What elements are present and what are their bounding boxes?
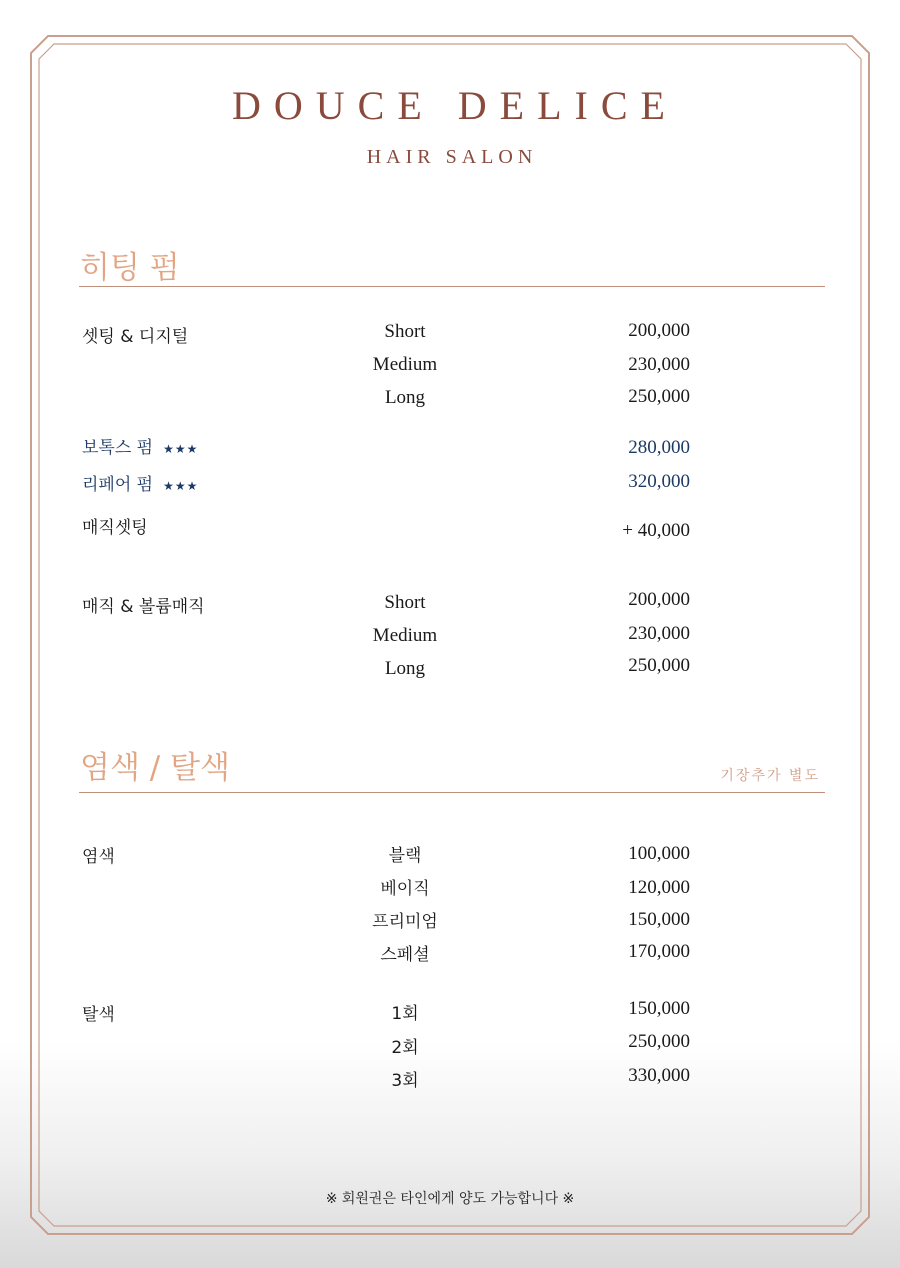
price-value: 250,000 — [628, 1031, 690, 1052]
option-label: Medium — [372, 354, 438, 375]
price-value: 250,000 — [628, 655, 690, 676]
price-value: + 40,000 — [622, 520, 690, 541]
service-label-repair — [82, 470, 198, 495]
length-surcharge-note: 기장추가 별도 — [720, 768, 820, 784]
option-label: Long — [384, 387, 426, 408]
price-value: 150,000 — [628, 909, 690, 930]
price-value: 170,000 — [628, 941, 690, 962]
service-label-dye: 염색 — [82, 847, 115, 867]
membership-note: ※ 회원권은 타인에게 양도 가능합니다 ※ — [325, 1191, 575, 1207]
price-value: 100,000 — [628, 843, 690, 864]
option-label: Short — [384, 592, 426, 613]
section-divider — [79, 286, 825, 287]
service-label-bleach: 탈색 — [82, 1005, 115, 1025]
section-divider — [79, 792, 825, 793]
section-title-perm: 히팅 펌 — [80, 250, 180, 286]
service-name: 보톡스 펌 — [82, 438, 154, 458]
option-label: Medium — [372, 625, 438, 646]
option-label: 베이직 — [380, 879, 430, 899]
service-label-setting: 셋팅 & 디지털 — [82, 327, 189, 347]
star-rating: ★★★ — [163, 479, 199, 493]
price-value: 200,000 — [628, 320, 690, 341]
option-label: 블랙 — [388, 846, 422, 866]
price-value: 230,000 — [628, 354, 690, 375]
section-title-color: 염색 / 탈색 — [80, 750, 230, 786]
price-value: 320,000 — [628, 471, 690, 492]
price-value: 230,000 — [628, 623, 690, 644]
option-label: 1회 — [391, 1004, 419, 1024]
price-value: 250,000 — [628, 386, 690, 407]
option-label: 2회 — [391, 1038, 419, 1058]
price-value: 280,000 — [628, 437, 690, 458]
star-rating: ★★★ — [163, 442, 199, 456]
option-label: Short — [384, 321, 426, 342]
brand-title: DOUCE DELICE — [232, 83, 678, 128]
service-name: 리페어 펌 — [82, 475, 154, 495]
brand-subtitle: HAIR SALON — [366, 146, 538, 168]
price-value: 200,000 — [628, 589, 690, 610]
service-label-botox — [82, 433, 198, 458]
service-label-magic-setting: 매직셋팅 — [82, 518, 148, 538]
price-value: 150,000 — [628, 998, 690, 1019]
option-label: 프리미엄 — [372, 912, 438, 932]
option-label: 스페셜 — [380, 945, 430, 965]
price-value: 330,000 — [628, 1065, 690, 1086]
service-label-magic: 매직 & 볼륨매직 — [82, 597, 205, 617]
option-label: Long — [384, 658, 426, 679]
price-value: 120,000 — [628, 877, 690, 898]
option-label: 3회 — [391, 1071, 419, 1091]
